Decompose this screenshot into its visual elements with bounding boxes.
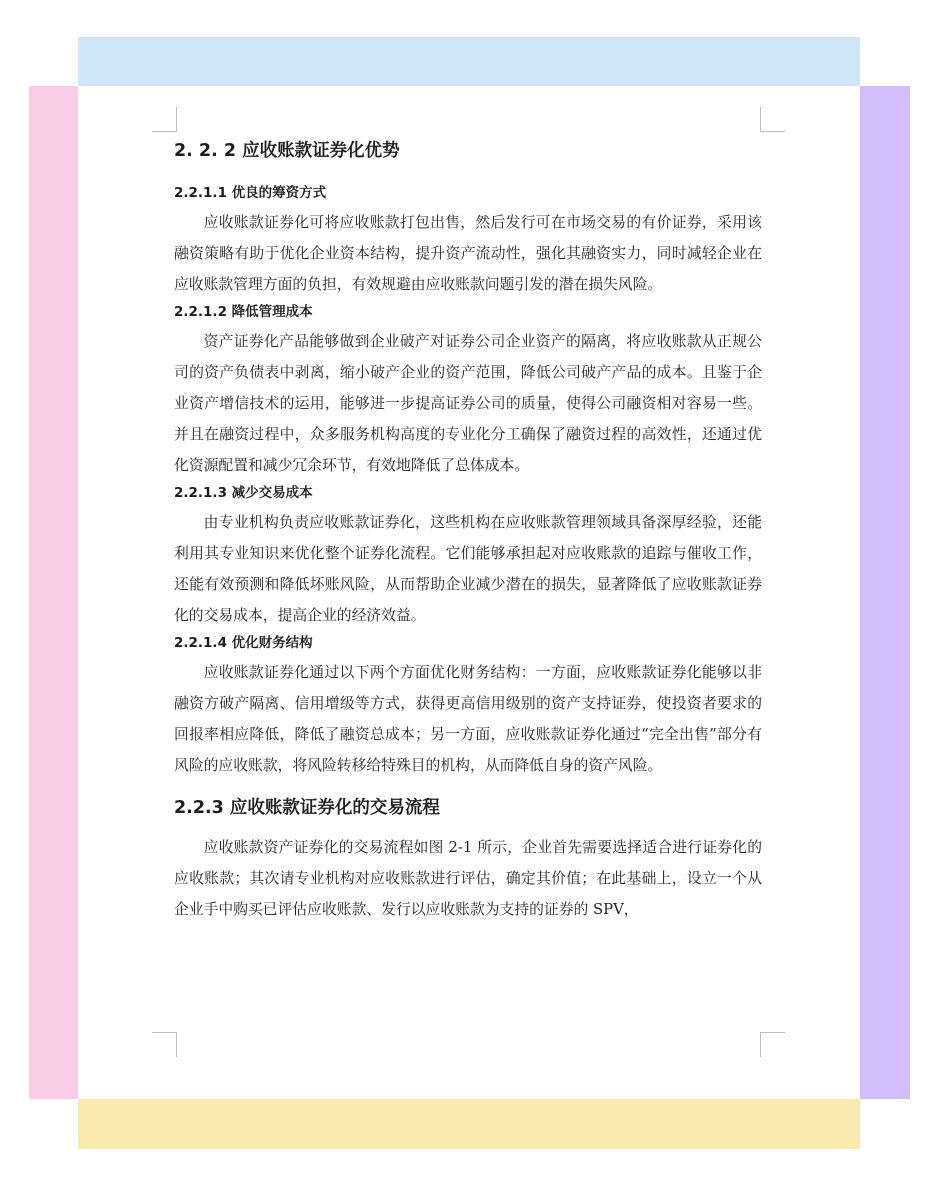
paragraph-transaction-cost: 由专业机构负责应收账款证券化，这些机构在应收账款管理领域具备深厚经验，还能利用其专业知识来优化整个证券化流程。它们能够承担起对应收账款的追踪与催收工作，还能有效预测和降低坏账风险，从而帮助企业减少潜在的损失，显著降低了应收账款证券化的交易成本，提高企业的经济效益。 [174, 514, 762, 624]
crop-mark-top-left [152, 107, 177, 132]
crop-mark-bottom-right [760, 1032, 785, 1057]
left-color-band [29, 86, 78, 1099]
document-page [78, 86, 860, 1099]
page-content [174, 138, 762, 925]
subsection-heading-financial-structure: 2.2.1.4 优化财务结构 [174, 635, 313, 651]
crop-mark-top-right [760, 107, 785, 132]
subsection-heading-financing: 2.2.1.1 优良的筹资方式 [174, 185, 327, 201]
subsection-heading-transaction-cost: 2.2.1.3 减少交易成本 [174, 485, 313, 501]
paragraph-management-cost: 资产证券化产品能够做到企业破产对证券公司企业资产的隔离，将应收账款从正规公司的资产负债表中剥离，缩小破产企业的资产范围，降低公司破产产品的成本。且鉴于企业资产增信技术的运用，能够进一步提高证券公司的质量，使得公司融资相对容易一些。并且在融资过程中，众多服务机构高度的专业化分工确保了融资过程的高效性，还通过优化资源配置和减少冗余环节，有效地降低了总体成本。 [174, 333, 762, 474]
top-color-band [78, 37, 860, 86]
paragraph-financial-structure: 应收账款证券化通过以下两个方面优化财务结构：一方面，应收账款证券化能够以非融资方破产隔离、信用增级等方式，获得更高信用级别的资产支持证券，使投资者要求的回报率相应降低，降低了融资总成本；另一方面，应收账款证券化通过“完全出售”部分有风险的应收账款，将风险转移给特殊目的机构，从而降低自身的资产风险。 [174, 664, 762, 774]
section-heading-advantages: 2. 2. 2 应收账款证券化优势 [174, 141, 400, 161]
subsection-heading-management-cost: 2.2.1.2 降低管理成本 [174, 304, 313, 320]
paragraph-transaction-process: 应收账款资产证券化的交易流程如图 2-1 所示，企业首先需要选择适合进行证券化的应收账款；其次请专业机构对应收账款进行评估，确定其价值；在此基础上，设立一个从企业手中购买已评估应收账款、发行以应收账款为支持的证券的 SPV， [174, 839, 762, 918]
right-color-band [860, 86, 910, 1099]
bottom-color-band [78, 1099, 860, 1149]
section-heading-transaction-process: 2.2.3 应收账款证券化的交易流程 [174, 798, 440, 818]
paragraph-financing: 应收账款证券化可将应收账款打包出售，然后发行可在市场交易的有价证券，采用该融资策略有助于优化企业资本结构，提升资产流动性，强化其融资实力，同时减轻企业在应收账款管理方面的负担，有效规避由应收账款问题引发的潜在损失风险。 [174, 214, 762, 293]
crop-mark-bottom-left [152, 1032, 177, 1057]
